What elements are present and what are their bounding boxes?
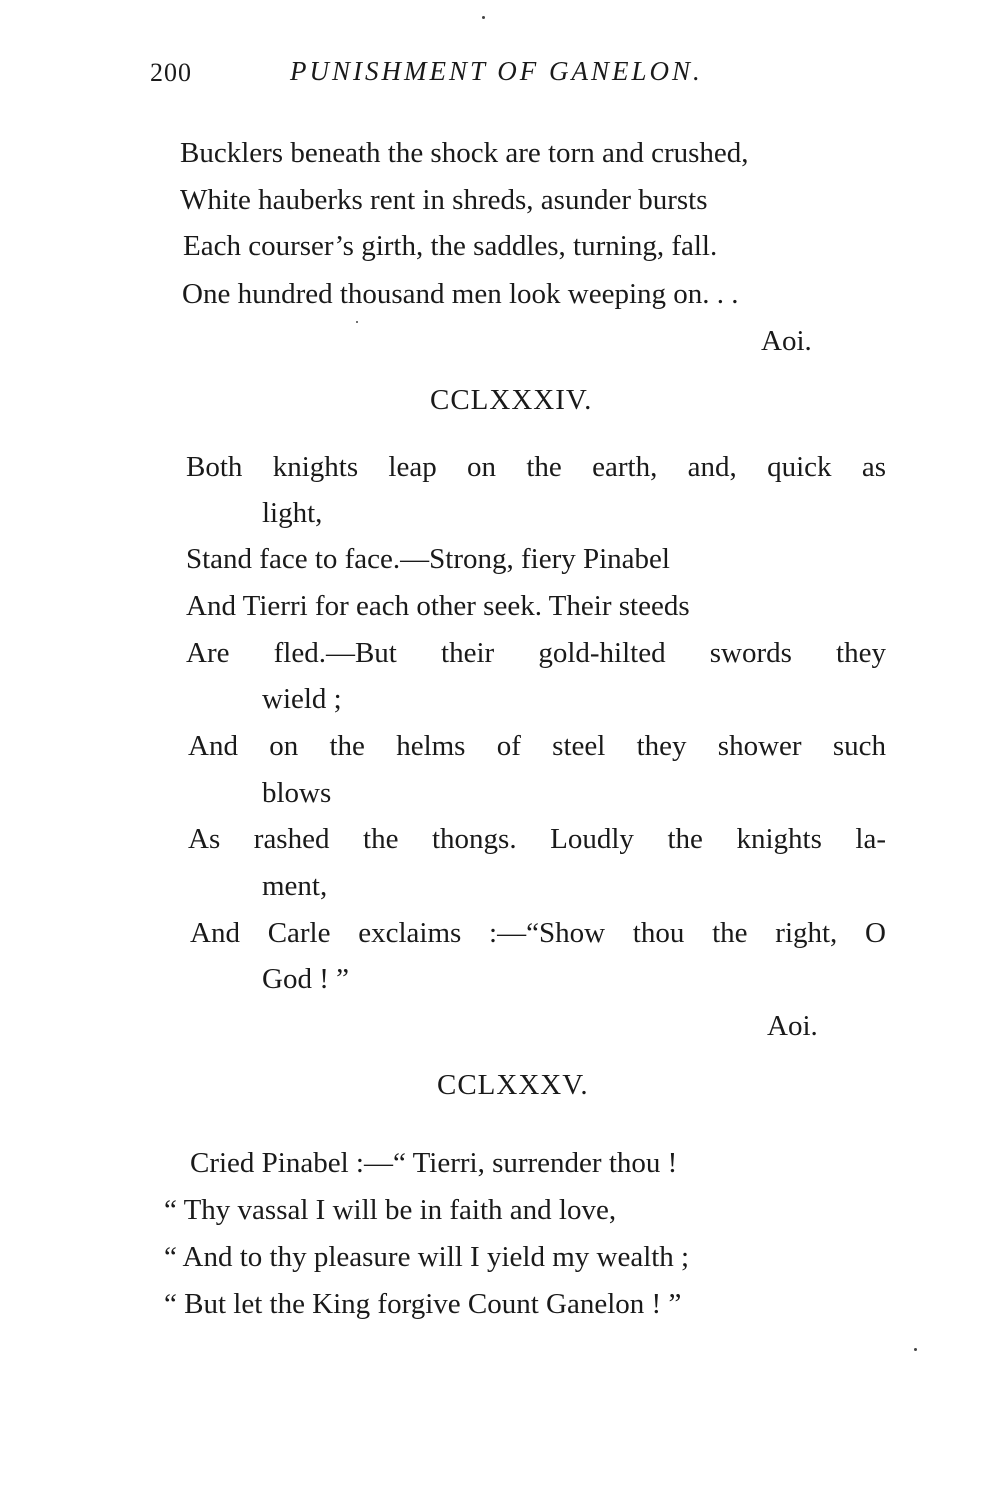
refrain-aoi: Aoi. (767, 1010, 818, 1042)
verse-line: White hauberks rent in shreds, asunder bursts (180, 184, 708, 216)
verse-line: Bucklers beneath the shock are torn and crushed, (180, 137, 749, 169)
verse-line: Both knights leap on the earth, and, quick as (186, 451, 886, 483)
print-speck (482, 16, 485, 19)
verse-line-continuation: God ! ” (262, 963, 349, 995)
verse-line: “ But let the King forgive Count Ganelon ! ” (164, 1288, 682, 1320)
verse-line-continuation: wield ; (262, 683, 342, 715)
page-header (150, 56, 850, 96)
verse-line: “ And to thy pleasure will I yield my wealth ; (164, 1241, 690, 1273)
verse-line: Stand face to face.—Strong, fiery Pinabel (186, 543, 670, 575)
verse-line-continuation: ment, (262, 870, 328, 902)
verse-line: One hundred thousand men look weeping on. . . (182, 278, 739, 310)
print-speck (914, 1348, 917, 1351)
verse-line: And Tierri for each other seek. Their steeds (186, 590, 690, 622)
verse-line: Each courser’s girth, the saddles, turning, fall. (183, 230, 718, 262)
verse-line: Cried Pinabel :—“ Tierri, surrender thou ! (190, 1147, 678, 1179)
print-speck (356, 321, 358, 323)
page-number: 200 (150, 58, 192, 87)
verse-line: Are fled.—But their gold-hilted swords they (186, 637, 886, 669)
refrain-aoi: Aoi. (761, 325, 812, 357)
verse-line-continuation: light, (262, 497, 323, 529)
verse-line: And on the helms of steel they shower such (188, 730, 886, 762)
stanza-heading: CCLXXXIV. (430, 384, 593, 416)
running-title: PUNISHMENT OF GANELON. (290, 56, 703, 86)
stanza-heading: CCLXXXV. (437, 1069, 589, 1101)
verse-line: As rashed the thongs. Loudly the knights la- (188, 823, 886, 855)
verse-line: “ Thy vassal I will be in faith and love, (164, 1194, 617, 1226)
verse-line: And Carle exclaims :—“Show thou the right, O (190, 917, 886, 949)
verse-line-continuation: blows (262, 777, 332, 809)
